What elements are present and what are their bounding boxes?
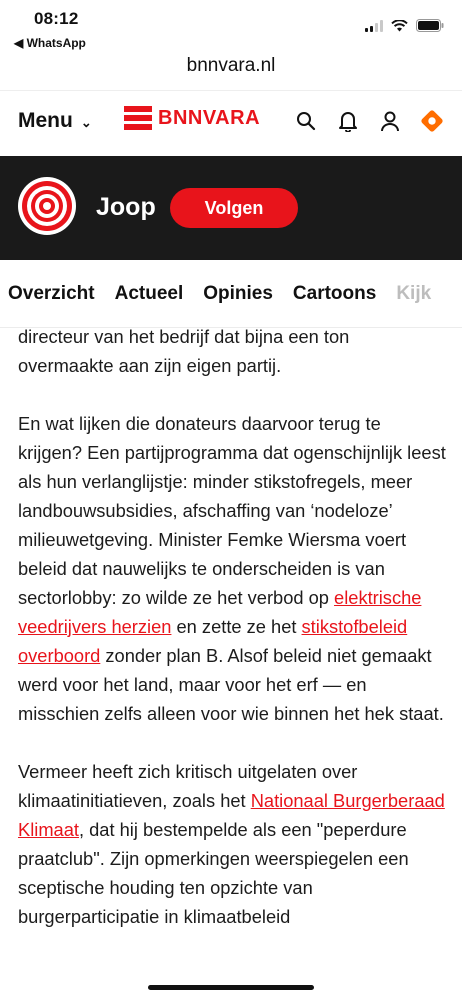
target-logo-icon <box>21 180 73 232</box>
tab-kijk[interactable]: Kijk <box>396 282 432 304</box>
profile-band <box>0 156 462 260</box>
header-icons <box>294 109 444 133</box>
article-text: en zette ze het <box>171 616 302 637</box>
article-text: En wat lijken die donateurs daarvoor terug te krijgen? Een partijprogramma dat ogenschijnlijk leest als hun verlanglijstje: minder stikstofregels, meer landbouwsubsidies, afschaffing van ‘nodeloze’ milieuwetgeving. Minister Femke Wiersma voert beleid dat nauwelijks te onderscheiden is van sectorlobby: zo wilde ze het verbod op <box>18 413 446 608</box>
npo-icon[interactable] <box>420 109 444 133</box>
logo-text: BNNVARA <box>158 106 261 129</box>
back-to-app-link[interactable]: ◀ WhatsApp <box>14 36 86 50</box>
bell-icon[interactable] <box>336 109 360 133</box>
article-text: Vermeer heeft zich kritisch uitgelaten over klimaatinitiatieven, zoals het <box>18 761 358 811</box>
tab-actueel[interactable]: Actueel <box>114 282 184 304</box>
home-indicator[interactable] <box>148 985 314 990</box>
status-icons <box>365 19 444 32</box>
battery-icon <box>416 19 444 32</box>
article-text: , dat hij bestempelde als een "peperdure praatclub". Zijn opmerkingen weerspiegelen een sceptische houding ten opzichte van burgerparticipatie in klimaatbeleid <box>18 819 409 927</box>
link-elektrische-veedrijvers[interactable]: elektrische veedrijvers herzien <box>18 587 422 637</box>
wifi-icon <box>391 20 408 32</box>
article-paragraph <box>18 757 446 931</box>
status-bar <box>0 0 462 52</box>
article-paragraph: directeur van het bedrijf dat bijna een ton overmaakte aan zijn eigen partij. <box>18 326 350 376</box>
bnnvara-logo[interactable] <box>124 106 260 130</box>
status-time: 08:12 <box>34 9 79 28</box>
user-icon[interactable] <box>378 109 402 133</box>
tab-cartoons[interactable]: Cartoons <box>292 282 377 304</box>
menu-label: Menu <box>18 109 73 132</box>
url-bar[interactable]: bnnvara.nl <box>186 55 276 76</box>
logo-bars-icon <box>124 106 152 130</box>
article-text: zonder plan B. Alsof beleid niet gemaakt werd voor het land, maar voor het erf — en misschien zelfs alleen voor wie binnen het hek staat. <box>18 645 444 724</box>
joop-avatar[interactable] <box>18 177 76 235</box>
link-burgerberaad-klimaat[interactable]: Nationaal Burgerberaad Klimaat <box>18 790 445 840</box>
site-header <box>0 90 462 156</box>
search-icon[interactable] <box>294 109 318 133</box>
article-body <box>18 322 446 960</box>
profile-name: Joop <box>96 193 156 221</box>
article-paragraph <box>18 409 446 728</box>
cellular-signal-icon <box>365 20 383 32</box>
follow-button[interactable]: Volgen <box>170 188 298 228</box>
menu-button[interactable] <box>18 109 92 133</box>
link-stikstofbeleid[interactable]: stikstofbeleid overboord <box>18 616 408 666</box>
tab-opinies[interactable]: Opinies <box>203 282 273 304</box>
chevron-down-icon: ⌄ <box>80 115 92 130</box>
section-tabs <box>0 260 462 328</box>
tab-overzicht[interactable]: Overzicht <box>8 282 95 304</box>
